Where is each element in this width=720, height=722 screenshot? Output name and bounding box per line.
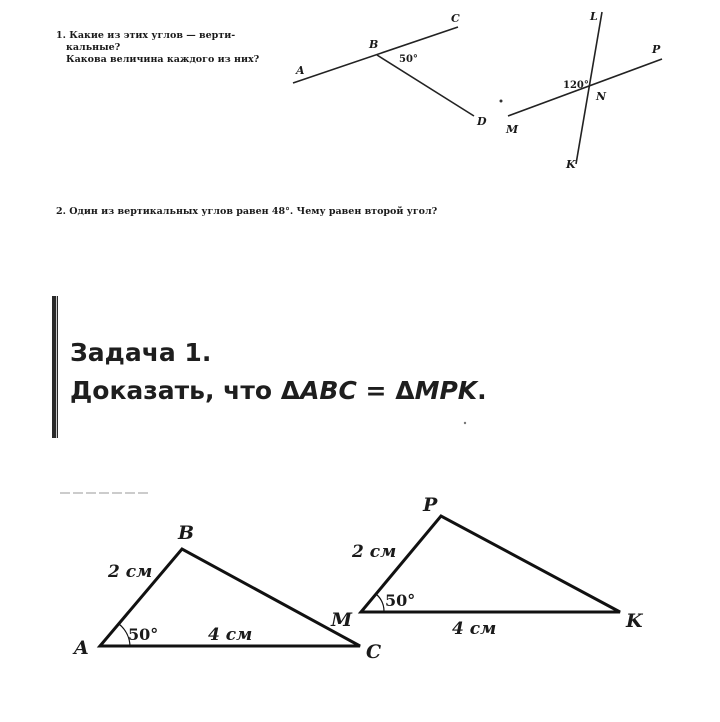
point-label-n: N bbox=[596, 90, 607, 103]
equals-sign: = bbox=[356, 376, 396, 405]
triangle-symbol-1: Δ bbox=[280, 376, 301, 405]
triangle-mpk bbox=[330, 494, 644, 639]
point-label-d: D bbox=[477, 115, 487, 128]
triangle-name-2: MPK bbox=[414, 376, 478, 405]
vertex-label-m: M bbox=[331, 609, 353, 631]
task-statement-prefix: Доказать, что bbox=[70, 376, 281, 405]
angle-label-a: 50° bbox=[128, 625, 159, 644]
question-1-line-3: Какова величина каждого из них? bbox=[66, 54, 260, 65]
question-1-line-2: кальные? bbox=[66, 42, 121, 53]
triangle-symbol-2: Δ bbox=[395, 376, 415, 405]
point-label-p: P bbox=[652, 43, 661, 56]
vertex-label-b: B bbox=[178, 522, 195, 544]
angle-label-50: 50° bbox=[399, 54, 418, 65]
point-label-m: M bbox=[506, 123, 519, 136]
side-label-mk: 4 см bbox=[452, 619, 497, 639]
ray-bd bbox=[377, 55, 474, 116]
statement-period: . bbox=[477, 376, 487, 405]
side-label-ab: 2 см bbox=[108, 562, 153, 582]
point-label-c: C bbox=[451, 12, 460, 25]
figure-2-intersecting-lines bbox=[500, 10, 663, 171]
line-ac bbox=[293, 27, 458, 83]
point-label-a: A bbox=[296, 64, 305, 77]
angle-label-120: 120° bbox=[563, 80, 589, 91]
angle-label-m: 50° bbox=[385, 591, 416, 610]
vertex-label-k: K bbox=[626, 610, 643, 632]
angle-arc-m bbox=[376, 594, 384, 612]
point-label-k: K bbox=[566, 158, 576, 171]
scan-artifact-dot bbox=[464, 422, 466, 424]
point-label-l: L bbox=[590, 10, 598, 23]
point-label-b: B bbox=[369, 38, 379, 51]
vertex-label-p: P bbox=[423, 494, 438, 516]
vertex-label-a: A bbox=[74, 637, 89, 659]
figure-1-angles bbox=[293, 12, 487, 128]
question-1-line-1: 1. Какие из этих углов — верти- bbox=[56, 30, 236, 41]
task-title: Задача 1. bbox=[70, 338, 212, 367]
vertex-label-c: C bbox=[366, 641, 382, 663]
question-2-text: 2. Один из вертикальных углов равен 48°. Чему равен второй угол? bbox=[56, 206, 438, 217]
side-label-ac: 4 см bbox=[208, 625, 253, 645]
triangle-name-1: ABC bbox=[300, 376, 357, 405]
triangle-abc bbox=[72, 522, 381, 663]
side-label-mp: 2 см bbox=[352, 542, 397, 562]
stray-dot bbox=[500, 100, 503, 103]
